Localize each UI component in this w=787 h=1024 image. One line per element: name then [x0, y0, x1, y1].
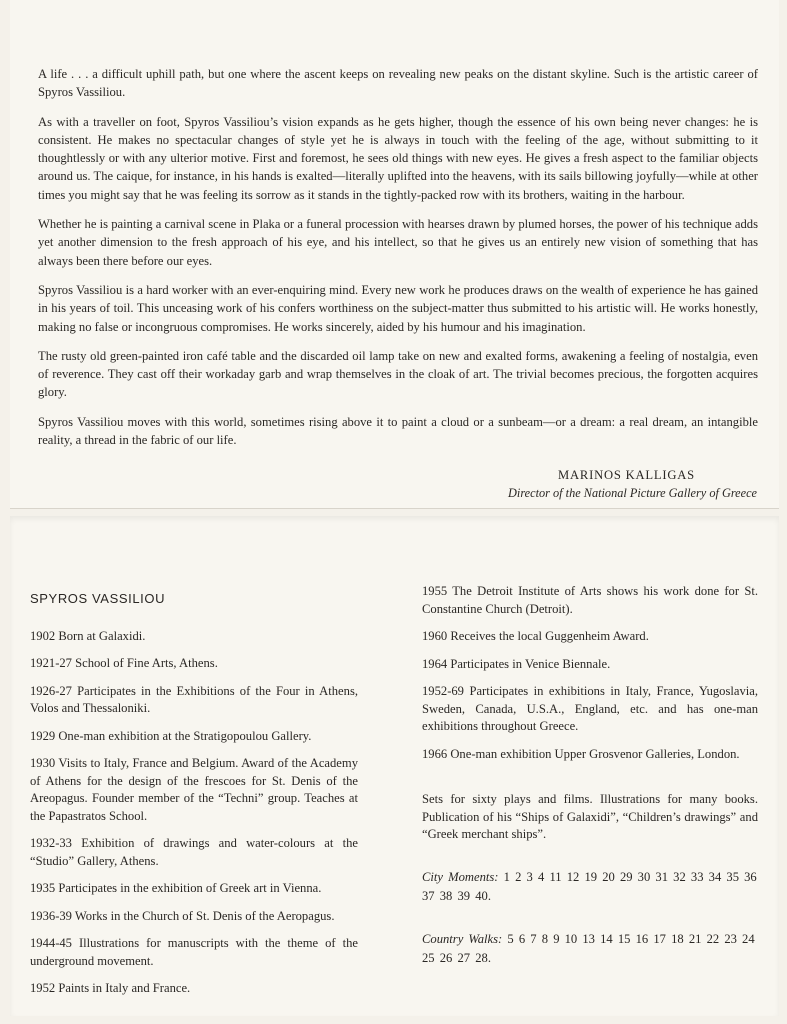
bio-entry: 1930 Visits to Italy, France and Belgium. Award of the Academy of Athens for the design of the frescoes for St. Denis of the Areopagus. Founder member of the “Techni” group. Teaches at the Papastratos School.	[30, 756, 358, 823]
essay-page	[10, 0, 779, 509]
bio-entry: 1902 Born at Galaxidi.	[30, 628, 146, 643]
country-walks-list	[422, 930, 758, 968]
bio-entry: 1935 Participates in the exhibition of Greek art in Vienna.	[30, 881, 322, 895]
bio-entry: 1964 Participates in Venice Biennale.	[422, 656, 611, 671]
biography-right-column	[422, 583, 758, 978]
essay-paragraph: As with a traveller on foot, Spyros Vassiliou’s vision expands as he gets higher, though the essence of his own being never changes: he is consistent. He makes no spectacular changes of style yet he is always in touch with the feeling of the age, without submitting to it thoughtlessly or with any ulterior motive. First and foremost, he sees old things with new eyes. He gives a fresh aspect to the familiar objects around us. The caique, for instance, in his hands is exalted—literally uplifted into the heavens, with its sails billowing joyfully—while at other times you might say that he was feeling its sorrow as it stands in the tightly-packed row with its brothers, waiting in the harbour.	[38, 114, 758, 202]
author-name: MARINOS KALLIGAS	[558, 468, 695, 482]
bio-entry: 1952-69 Participates in exhibitions in Italy, France, Yugoslavia, Sweden, Canada, U.S.A., England, etc. and has one-man exhibitions throughout Greece.	[422, 684, 758, 733]
bio-entry: 1944-45 Illustrations for manuscripts with the theme of the underground movement.	[30, 936, 358, 968]
essay-paragraph: The rusty old green-painted iron café table and the discarded oil lamp take on new and exalted forms, awakening a feeling of nostalgia, even of reverence. They cast off their workaday garb and wrap themselves in the cloak of art. The trivial becomes precious, the forgotten acquires glory.	[38, 348, 758, 400]
bio-entry: 1960 Receives the local Guggenheim Award.	[422, 629, 649, 643]
essay-paragraph: Whether he is painting a carnival scene in Plaka or a funeral procession with hearses drawn by plumed horses, the power of his technique adds yet another dimension to the fresh approach of his eye, and his intellect, so that he gives us an entirely new vision of something that has always been there before our eyes.	[38, 217, 758, 268]
biography-title: SPYROS VASSILIOU	[30, 591, 166, 606]
sets-and-illustrations: Sets for sixty plays and films. Illustrations for many books. Publication of his “Ships of Galaxidi”, “Children’s drawings” and “Greek merchant ships”.	[422, 792, 758, 841]
bio-entry: 1929 One-man exhibition at the Stratigopoulou Gallery.	[30, 728, 312, 743]
essay-paragraph: Spyros Vassiliou moves with this world, sometimes rising above it to paint a cloud or a sunbeam—or a dream: a real dream, an intangible reality, a thread in the fabric of our life.	[38, 414, 758, 448]
essay-paragraph: A life . . . a difficult uphill path, but one where the ascent keeps on revealing new peaks on the distant skyline. Such is the artistic career of Spyros Vassiliou.	[38, 67, 758, 100]
essay-text	[38, 65, 758, 460]
city-moments-numbers: 1 2 3 4 11 12 19 20 29 30 31 32 33 34 35 36 37 38 39 40.	[422, 869, 757, 903]
bio-entry: 1952 Paints in Italy and France.	[30, 981, 191, 995]
bio-entry: 1936-39 Works in the Church of St. Denis of the Aeropagus.	[30, 908, 335, 923]
essay-paragraph: Spyros Vassiliou is a hard worker with an ever-enquiring mind. Every new work he produces draws on the wealth of experience he has gained in his years of toil. This unceasing work of his confers worthiness on the subject-matter thus submitted to his artistic will. He works honestly, making no false or incongruous compromises. He works sincerely, aided by his humour and his imagination.	[38, 282, 758, 334]
country-walks-label: Country Walks:	[422, 931, 503, 946]
bio-entry: 1966 One-man exhibition Upper Grosvenor Galleries, London.	[422, 746, 740, 761]
city-moments-label: City Moments:	[422, 869, 499, 884]
bio-entry: 1926-27 Participates in the Exhibitions of the Four in Athens, Volos and Thessaloniki.	[30, 683, 358, 715]
city-moments-list	[422, 868, 758, 906]
author-title: Director of the National Picture Gallery of Greece	[508, 486, 757, 500]
bio-entry: 1932-33 Exhibition of drawings and water-colours at the “Studio” Gallery, Athens.	[30, 836, 358, 868]
signature-block	[508, 466, 757, 502]
biography-left-column	[30, 590, 358, 1008]
bio-entry: 1955 The Detroit Institute of Arts shows his work done for St. Constantine Church (Detroit).	[422, 584, 758, 616]
bio-entry: 1921-27 School of Fine Arts, Athens.	[30, 656, 218, 670]
country-walks-numbers: 5 6 7 8 9 10 13 14 15 16 17 18 21 22 23 24 25 26 27 28.	[422, 931, 755, 965]
